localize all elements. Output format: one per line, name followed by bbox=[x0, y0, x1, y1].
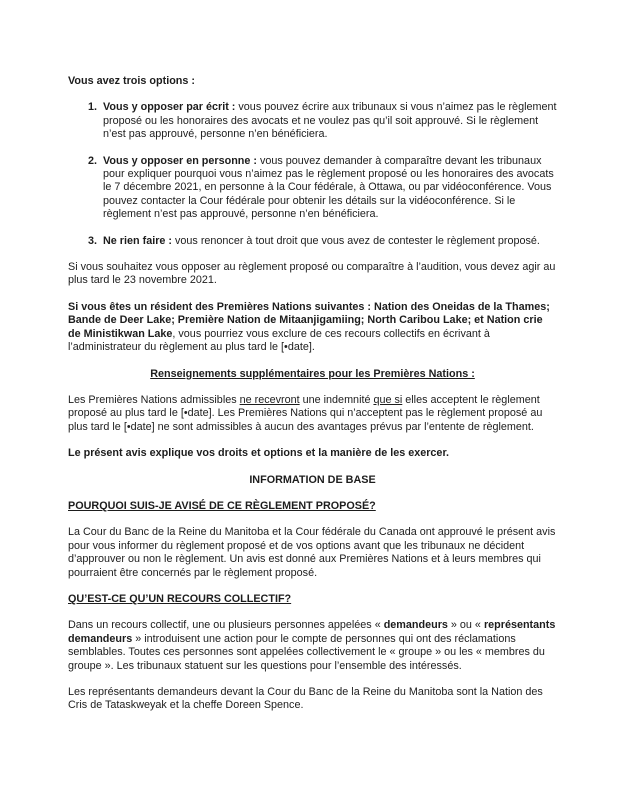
eligible-first-nations-paragraph bbox=[68, 394, 557, 434]
text-run: Vous y opposer en personne : bbox=[103, 154, 260, 167]
option-1-object-in-writing bbox=[68, 101, 557, 141]
text-run: Si vous êtes un résident des Premières Nations suivantes : Nation des Oneidas de la Thames; Bande de Deer Lake; Première Nation de Mitaanjigamiing; North Caribou Lake; et Nation crie de Ministikwan Lake bbox=[68, 300, 550, 340]
first-nations-exclusion-paragraph bbox=[68, 301, 557, 355]
text-run: » ou « bbox=[447, 619, 484, 632]
text-run: » introduisent une action pour le compte de personnes qui ont des réclamations semblables. Toutes ces personnes sont appelées collectivement le « groupe » ou les « membres du groupe ». Les tribunaux statuent sur les questions pour l’ensemble des intéressés. bbox=[68, 632, 545, 672]
text-run: Les représentants demandeurs devant la Cour du Banc de la Reine du Manitoba sont la Nation des Cris de Tataskweyak et la cheffe Doreen Spence. bbox=[68, 686, 543, 712]
text-run: Vous avez trois options : bbox=[68, 75, 195, 87]
text-run: ne recevront bbox=[239, 393, 300, 406]
supplementary-info-heading bbox=[68, 368, 557, 381]
text-run: , vous pourriez vous exclure de ces recours collectifs en écrivant à l’administrateur du règlement au plus tard le [•date]. bbox=[68, 327, 490, 354]
list-number: 3. bbox=[88, 234, 98, 247]
notice-purpose-line bbox=[68, 447, 557, 460]
text-run: Le présent avis explique vos droits et options et la manière de les exercer. bbox=[68, 447, 450, 460]
text-run: Si vous souhaitez vous opposer au règlement proposé ou comparaître à l’audition, vous devez agir au plus tard le 23 novembre 2021. bbox=[68, 261, 556, 287]
basic-information-heading bbox=[68, 474, 557, 487]
text-run: que si bbox=[373, 393, 403, 406]
text-run: Renseignements supplémentaires pour les Premières Nations : bbox=[150, 367, 475, 380]
representative-plaintiffs-paragraph bbox=[68, 686, 557, 713]
list-item-text bbox=[103, 235, 557, 248]
text-run: vous pouvez écrire aux tribunaux si vous n’aimez pas le règlement proposé ou les honoraires des avocats et ne voulez pas qu’il soit approuvé. Si le règlement n’est pas approuvé, personne n’en bénéficiera. bbox=[103, 101, 557, 141]
text-run: INFORMATION DE BASE bbox=[249, 473, 376, 486]
why-notified-paragraph bbox=[68, 526, 557, 580]
text-run: POURQUOI SUIS-JE AVISÉ DE CE RÈGLEMENT PROPOSÉ? bbox=[68, 499, 376, 512]
text-run: vous pouvez demander à comparaître devant les tribunaux pour expliquer pourquoi vous n’aimez pas le règlement proposé ou les honoraires des avocats le 7 décembre 2021, en personne à la Cour fédérale, à Ottawa, ou par vidéoconférence. Vous pouvez contacter la Cour fédérale pour obtenir les détails sur la vidéoconférence. Si le règlement n’est pas approuvé, personne n’en bénéficiera. bbox=[103, 154, 554, 221]
list-item-text bbox=[103, 155, 557, 222]
text-run: Dans un recours collectif, une ou plusieurs personnes appelées « bbox=[68, 619, 384, 632]
list-item-text bbox=[103, 101, 557, 141]
list-number: 1. bbox=[88, 101, 98, 114]
text-run: vous renoncer à tout droit que vous avez de contester le règlement proposé. bbox=[175, 234, 540, 247]
text-run: elles acceptent le règlement proposé au plus tard le [•date]. Les Premières Nations qui n’acceptent pas le règlement proposé au plus tard le [•date] ne sont admissibles à aucun des avantages prévus par l’entente de règlement. bbox=[68, 393, 543, 433]
list-number: 2. bbox=[88, 154, 98, 167]
text-run: demandeurs bbox=[383, 619, 448, 632]
why-notified-heading bbox=[68, 500, 557, 513]
options-intro-line bbox=[68, 75, 557, 88]
deadline-paragraph bbox=[68, 261, 557, 288]
what-is-class-action-heading bbox=[68, 593, 557, 606]
text-run: une indemnité bbox=[299, 393, 374, 406]
text-run: Vous y opposer par écrit : bbox=[103, 101, 239, 114]
class-action-definition-paragraph bbox=[68, 619, 557, 673]
option-2-object-in-person bbox=[68, 155, 557, 222]
text-run: représentants demandeurs bbox=[68, 619, 556, 645]
option-3-do-nothing bbox=[68, 235, 557, 248]
text-run: QU’EST-CE QU’UN RECOURS COLLECTIF? bbox=[68, 592, 292, 605]
text-run: Les Premières Nations admissibles bbox=[68, 393, 240, 406]
text-run: Ne rien faire : bbox=[103, 234, 176, 247]
text-run: La Cour du Banc de la Reine du Manitoba et la Cour fédérale du Canada ont approuvé le présent avis pour vous informer du règlement proposé et de vos options avant que les tribunaux ne décident d’approuver ou non le règlement. Un avis est donné aux Premières Nations et à leurs membres qui pourraient être concernés par le règlement proposé. bbox=[68, 526, 556, 579]
